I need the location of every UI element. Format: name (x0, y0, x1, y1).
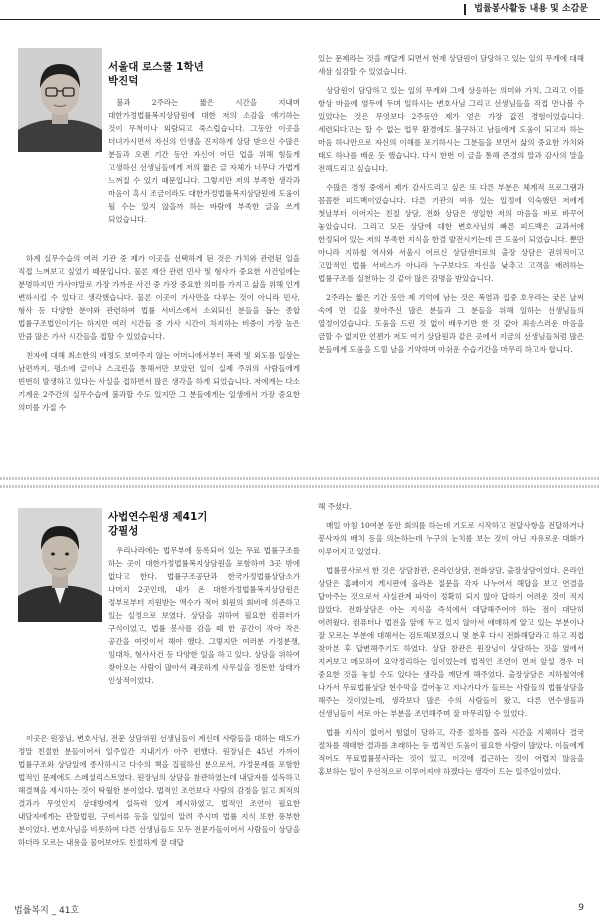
author-affiliation: 사법연수원생 제41기 (108, 511, 208, 523)
section1-left-column (108, 96, 300, 232)
paragraph: 해 주셨다. (318, 502, 352, 511)
portrait-2-illustration (18, 508, 102, 622)
portrait-photo-1 (18, 48, 102, 152)
footer-publication: 법률복지 _ 41호 (14, 906, 80, 916)
paragraph: 있는 문제라는 것을 깨달게 되면서 현재 상담원이 담당하고 있는 일의 무게에 대해 새삼 실감할 수 있었습니다. (318, 54, 584, 76)
author-affiliation: 서울대 로스쿨 1학년 (108, 61, 204, 73)
paragraph: 상담원이 담당하고 있는 일의 무게와 그에 상응하는 의미와 가치, 그리고 이를 항상 마음에 염두에 두며 일하시는 변호사님 그리고 선생님들을 직접 만나볼 수 있었다는 것은 무엇보다 2주동안 제가 얻은 가장 값진 경험이었습니다. 세련되다고는 할 수 없는 업무 환경에도 불구하고 남들에게 도움이 되고자 하는 마음 하나만으로 자신의 이해를 포기하시는 그분들을 보면서 삶의 중요한 가치와 태도 하나를 배운 듯 했습니다. 다시 한번 이 글을 통해 존경의 말과 감사의 말을 전해드리고 싶습니다. (318, 86, 584, 173)
section1-right-column (318, 52, 584, 362)
section2-right-column (318, 500, 584, 784)
running-header-title: 법률봉사활동 내용 및 소감문 (464, 4, 588, 15)
paragraph: 친자에 대해 최소한의 애정도 보여주지 않는 어머니에서부터 폭력 및 외도를 일삼는 남편까지, 평소에 글이나 스크린을 통해서만 보았던 일이 실제 주위의 사람들에게 빈번히 발생하고 있다는 사실을 접하면서 많은 생각을 하게 되었습니다. 저에게는 다소 기계운 2주간의 실무수습에 불과할 수도 있지만 그 분들에게는 일생에서 가장 중요한 의미를 가질 수 (18, 351, 300, 412)
section2-left-column-bottom (18, 732, 300, 855)
section-divider (0, 477, 600, 480)
portrait-photo-2 (18, 508, 102, 622)
paragraph: 법률 지식이 없어서 힘없이 당하고, 각종 절차를 몰라 시간을 지체하다 결국 절차를 해태한 결과를 초래하는 등 법적인 도움이 필요한 사람이 많았다. 이들에게 적어도 무료법률봉사라는 것이 있고, 이것에 접근하는 것이 어렵지 않음을 홍보하는 일이 우선적으로 이루어져야 하겠다는 생각이 드는 일주일이었다. (318, 728, 584, 776)
section-divider (0, 485, 600, 488)
section2-left-column (108, 544, 300, 693)
paragraph: 수많은 경청 중에서 제가 감사드리고 싶은 또 다른 부분은 체계적 프로그램과 꼼꼼한 피드백이었습니다. 다른 기관의 여유 있는 일정에 익숙했던 저에게 첫날부터 이어지는 친절 상담, 전화 상담은 생일한 저의 마음을 바로 바꾸어 놓았습니다. 그리고 모든 상담에 대한 변호사님의 빠른 피드백은 교과서에 한정되어 있는 저의 부족한 지식을 한결 발전시키는데 큰 도움이 되었습니다. 뿐만 아니라 지하철 역사와 서울시 어르신 상담센터로의 출장 상담은 권위적이고 고압적인 법률 서비스가 아니라 누구보다도 자신을 낮추고 고객을 배려하는 법률구조를 실천하는 것 같아 많은 감명을 받았습니다. (318, 183, 584, 283)
paragraph: 이곳은 원장님, 변호사님, 전문 상담위원 선생님들이 계신데 사람들을 대하는 태도가 정말 친절한 분들이어서 일주일간 지내기가 아주 편했다. 원장님은 45년 가까이 법률구조와 상담일에 종사하시고 다수의 책을 집필하신 분으로서, 가정문제를 포함한 법적인 문제에도 스페셜리스트였다. 원장님의 상담을 참관하였는데 내담자를 설득하고 해결책을 제시하는 것이 탁월한 분이었다. 법적인 조언보다 사람의 감정을 읽고 최적의 결과가 무엇인지 상대방에게 설득력 있게 제시하였고, 법적인 조언이 필요한 내담자에게는 관할법원, 구비서류 등을 일일이 알려 주시며 법률 지식 또한 풍부한 분이었다. 변호사님을 비롯하여 다른 선생님들도 모두 전문가들이어서 사람들이 상담을 하더라 모르는 내용을 물어보아도 친절하게 잘 대답 (18, 734, 300, 847)
section1-left-column-bottom (18, 252, 300, 420)
paragraph: 2주라는 짧은 기간 동안 제 기억에 남는 것은 폭염과 집중 호우라는 궂은 날씨 속에 먼 길을 찾아주신 많은 분들과 그 분들을 위해 일하는 선생님들의 열정이었습니다. 도움을 드린 것 없이 배우기만 한 것 같아 죄송스러운 마음을 금할 수 없지만 언젠가 저도 여기 상담원과 같은 곳에서 지금의 선생님들처럼 많은 분들에게 도움을 드릴 날을 기약하며 아쉬운 수습기간을 마무리 하고자 합니다. (318, 293, 584, 354)
paragraph: 우리나라에는 법무부에 등록되어 있는 무료 법률구조를 하는 곳이 대한가정법률복지상담원을 포함하여 3곳 밖에 없다고 한다. 법률구조공단과 한국가정법률상담소가 나머지 2곳인데, 내가 온 대한가정법률복지상담원은 정부로부터 지원받는 액수가 적어 회원의 회비에 의존하고 있는 실정으로 보였다. 상담을 위하여 필요한 컴퓨터가 구식이었고, 법률 봉사를 감을 때 한 공간이 작아 작은 공간을 여럿이서 해야 했다. 그렇지만 여러분 가정분쟁, 임대차, 형사사건 등 다양한 일을 하고 있다. 상담을 위하여 찾아오는 사람이 많아서 쾌곳하게 사무실을 정돈한 상태가 인상적이었다. (108, 546, 300, 685)
author-block-2 (108, 510, 207, 538)
paragraph: 하계 실무수습의 여러 기관 중 제가 이곳을 선택하게 된 것은 가치와 관련된 일을 직접 느껴보고 싶었기 때문입니다. 물론 재산 관련 민사 및 형사가 중요한 사건임에는 분명하지만 가사야말로 가장 가까운 사건 중 가장 중요한 의미를 가지고 삶을 위해 인게 변하시킬 수 있다고 생각했습니다. 물론 이곳이 가사만을 다루는 것이 아니라 민사, 형사 등 다양한 분야와 관련하여 법률 서비스에서 소외되신 분들을 돕는 종합 법률구조법인이기는 하지만 여러 시간들 중 가사 시간이 차지하는 비중이 가장 높은 만큼 많은 가사 시간들을 접할 수 있었습니다. (18, 254, 300, 341)
paragraph: 매일 아침 10여분 동안 회의를 하는데 기도로 시작하고 전달사항을 전달하거나 봉사자의 배치 등을 의논하는데 누구의 눈치를 보는 것이 아닌 자유로운 대화가 이루어지고 있었다. (318, 521, 584, 556)
paragraph: 불과 2주라는 짧은 시간을 지내며 대한가정법률복지상담원에 대한 저의 소감을 얘기하는 것이 무척이나 외람되고 죽스럽습니다. 그동안 이곳을 더녀가시면서 자신의 인생을 진지하게 상담 받으신 수많은 분들과 오랜 기간 동안 자신이 어딘 업을 위해 힘들게 고생하신 선생님들에게 저의 짧은 글 자체가 너무나 가볍게 느껴질 수 있기 때문입니다. 그렇지만 저의 부족한 생각과 마음이 혹시 조금이라도 대한가정법률복지상담원에 도움이 될 수는 있지 않을까 하는 바람에 부족한 글을 쓰게 되었습니다. (108, 98, 300, 224)
author-name: 박진덕 (108, 75, 139, 87)
page-number: 9 (578, 903, 584, 913)
paragraph: 법률봉사로서 한 것은 상담참관, 온라인상담, 전화상담, 출장상담이었다. 온라인 상담은 홈페이지 게시판에 올라온 질문을 각자 나누어서 해답을 보고 연결을 달아주는 것으로서 사실관계 파악이 정확히 되지 않아 답하기 어려운 것이 적지 않았다. 전화상담은 아는 지식을 즉석에서 대답해주어야 하는 점이 대단히 어려웠다. 컴퓨터나 법전을 앞에 두고 있지 않아서 애매하게 알고 있는 부분이나 잘 모르는 부분에 대해서는 검토해보겠으니 몇 분후 다시 전화해달라고 하고 직접 찾아본 후 답변해주기도 하였다. 상담 참관은 원장님이 상담하는 것을 옆에서 지켜보고 메모하여 요약정리하는 일이었는데 법적인 조언이 면저 앞설 경우 더 중요한 것을 놓칠 수도 있다는 생각을 깨닫게 해주었다. 출장상담은 지하철역에 나가서 무료법률상담 현수막을 걸어놓고 지나가다가 들르는 사람들의 법률상담을 해주는 것이었는데, 생각보다 많은 수의 사람들이 왔고, 다른 연수생들과 선생님들이 서로 아는 부분을 조언해주며 잘 마무리할 수 있었다. (318, 566, 584, 718)
author-block-1 (108, 60, 204, 88)
author-name: 강필성 (108, 525, 139, 537)
portrait-1-illustration (18, 48, 102, 152)
